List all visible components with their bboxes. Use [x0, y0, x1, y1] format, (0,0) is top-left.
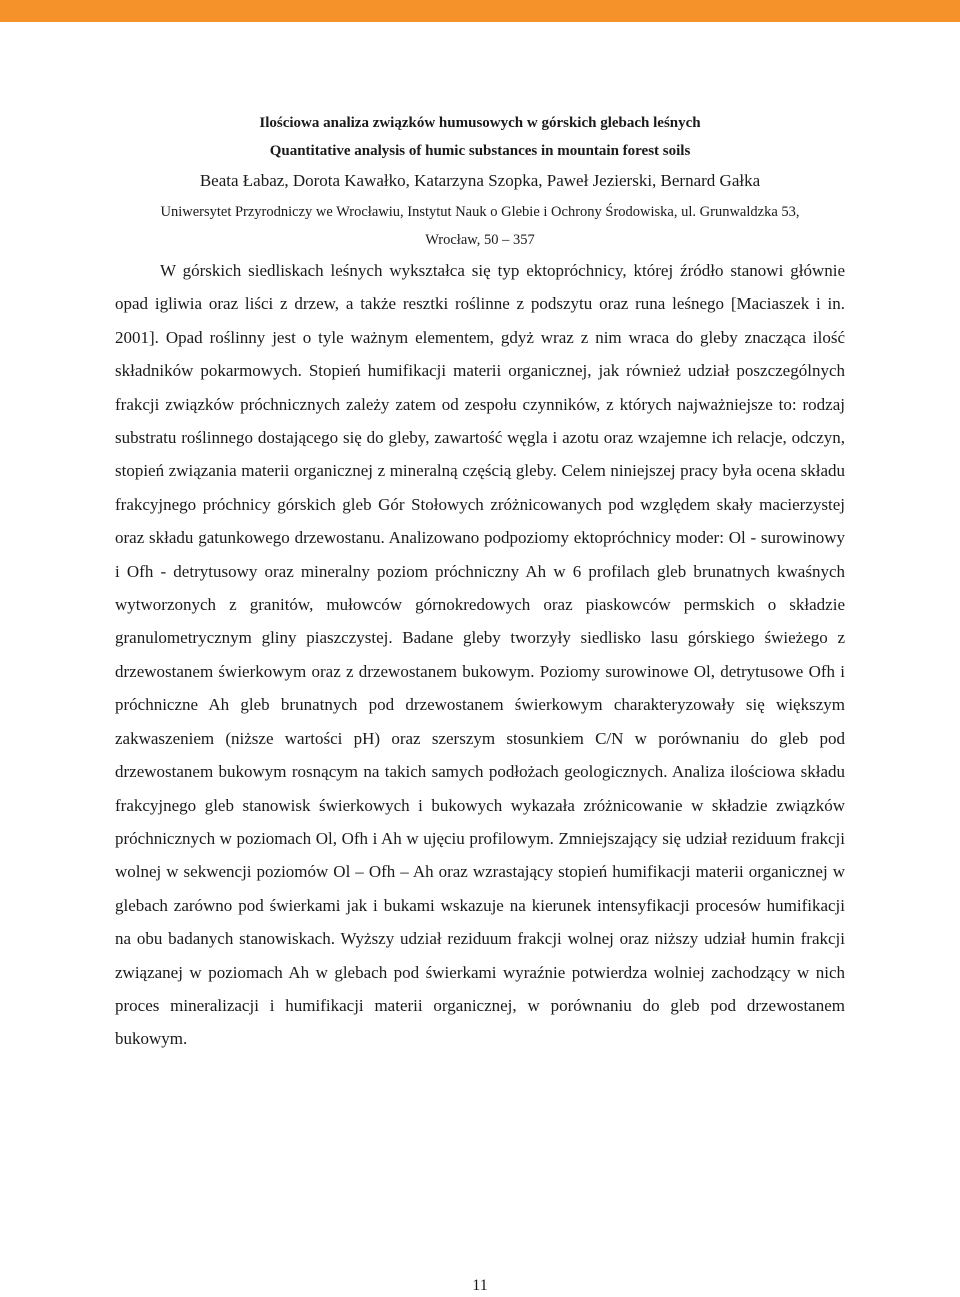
affiliation-line-2: Wrocław, 50 – 357: [425, 232, 535, 248]
author-list: Beata Łabaz, Dorota Kawałko, Katarzyna Szopka, Paweł Jezierski, Bernard Gałka: [199, 171, 761, 190]
abstract-paragraph: W górskich siedliskach leśnych wykształca się typ ektopróchnicy, której źródło stanowi głównie opad igliwia oraz liści z drzew, a także resztki roślinne z podszytu oraz runa leśnego [Maciaszek i in. 2001]. Opad roślinny jest o tyle ważnym elementem, gdyż wraz z nim wraca do gleby znacząca ilość składników pokarmowych. Stopień humifikacji materii organicznej, jak również udział poszczególnych frakcji związków próchnicznych zależy zatem od zespołu czynników, z których najważniejsze to: rodzaj substratu roślinnego dostającego się do gleby, zawartość węgla i azotu oraz wzajemne ich relacje, odczyn, stopień związania materii organicznej z mineralną częścią gleby. Celem niniejszej pracy była ocena składu frakcyjnego próchnicy górskich gleb Gór Stołowych zróżnicowanych pod względem skały macierzystej oraz składu gatunkowego drzewostanu. Analizowano podpoziomy ektopróchnicy moder: Ol - surowinowy i Ofh - detrytusowy oraz mineralny poziom próchniczny Ah w 6 profilach gleb brunatnych kwaśnych wytworzonych z granitów, mułowców górnokredowych oraz piaskowców permskich o składzie granulometrycznym gliny piaszczystej. Badane gleby tworzyły siedlisko lasu górskiego świeżego z drzewostanem świerkowym oraz z drzewostanem bukowym. Poziomy surowinowe Ol, detrytusowe Ofh i próchniczne Ah gleb brunatnych pod drzewostanem świerkowym charakteryzowały się większym zakwaszeniem (niższe wartości pH) oraz szerszym stosunkiem C/N w porównaniu do gleb pod drzewostanem bukowym rosnącym na takich samych podłożach geologicznych. Analiza ilościowa składu frakcyjnego gleb stanowisk świerkowych i bukowych wykazała zróżnicowanie w składzie związków próchnicznych w poziomach Ol, Ofh i Ah w ujęciu profilowym. Zmniejszający się udział reziduum frakcji wolnej w sekwencji poziomów Ol – Ofh – Ah oraz wzrastający stopień humifikacji materii organicznej w glebach zarówno pod świerkami jak i bukami wskazuje na kierunek intensyfikacji procesów humifikacji na obu badanych stanowiskach. Wyższy udział reziduum frakcji wolnej oraz niższy udział humin frakcji związanej w poziomach Ah w glebach pod świerkami wyraźnie potwierdza wolniej zachodzący w nich proces mineralizacji i humifikacji materii organicznej, w porównaniu do gleb pod drzewostanem bukowym.: [115, 261, 845, 1049]
paper-title: Ilościowa analiza związków humusowych w górskich glebach leśnych: [259, 115, 701, 131]
affiliation-line-1: Uniwersytet Przyrodniczy we Wrocławiu, Instytut Nauk o Glebie i Ochrony Środowiska, ul. Grunwaldzka 53,: [160, 204, 800, 220]
paper-subtitle: Quantitative analysis of humic substances in mountain forest soils: [269, 143, 691, 159]
page-number: 11: [472, 1277, 488, 1294]
top-accent-bar: [0, 0, 960, 22]
